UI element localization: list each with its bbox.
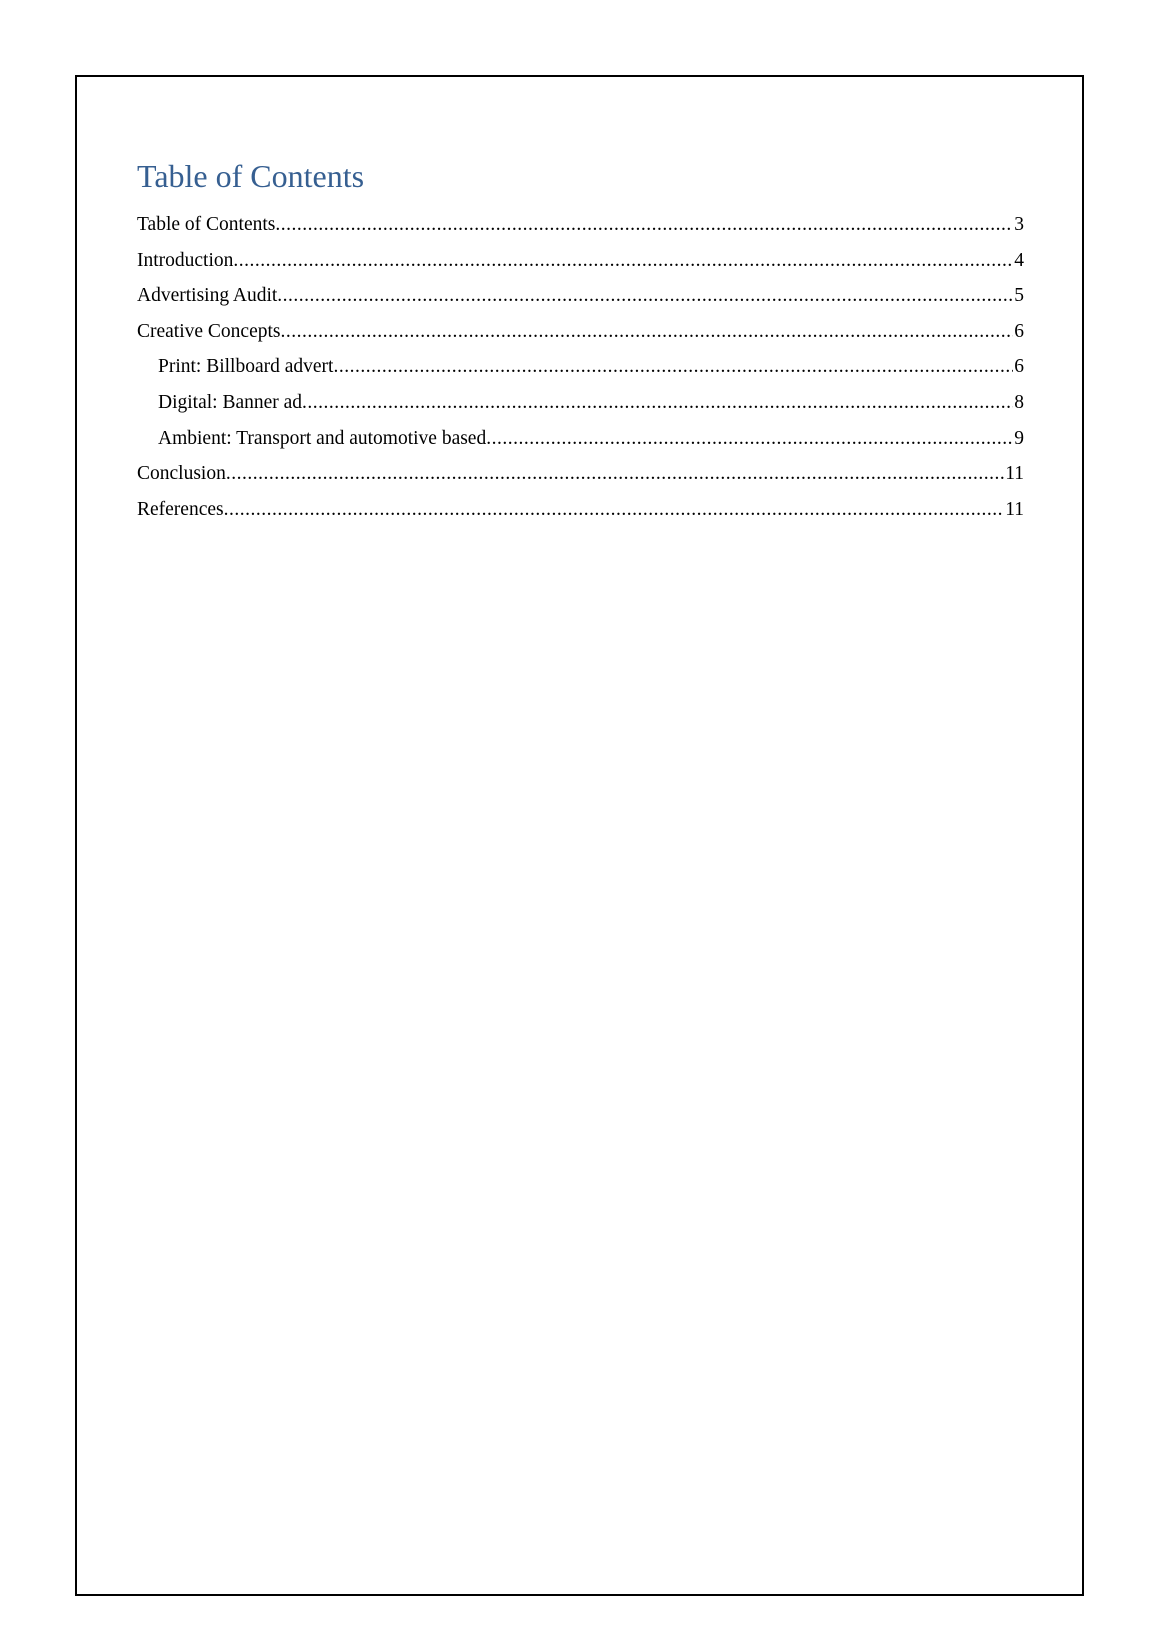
toc-entry-label: Ambient: Transport and automotive based (158, 427, 487, 449)
toc-entry-label: Table of Contents (137, 214, 276, 235)
table-of-contents (137, 210, 1024, 530)
toc-entry-label: Creative Concepts (137, 320, 281, 342)
toc-entry-page-number: 3 (1014, 214, 1024, 235)
toc-entry-references[interactable] (137, 495, 1024, 531)
toc-entry-page-number: 6 (1014, 320, 1024, 342)
toc-dot-leader (233, 246, 1013, 276)
toc-entry-introduction[interactable] (137, 246, 1024, 282)
toc-entry-label: Digital: Banner ad (158, 391, 303, 413)
toc-entry-creative-concepts[interactable] (137, 317, 1024, 353)
toc-dot-leader (486, 424, 1013, 454)
toc-entry-table-of-contents[interactable] (137, 210, 1024, 246)
toc-entry-label: References (137, 498, 224, 520)
toc-entry-page-number: 8 (1014, 391, 1024, 413)
toc-dot-leader (224, 495, 1005, 525)
toc-entry-label: Introduction (137, 249, 234, 271)
toc-entry-conclusion[interactable] (137, 459, 1024, 495)
toc-entry-label: Advertising Audit (137, 285, 278, 307)
toc-dot-leader (281, 317, 1014, 347)
toc-entry-label: Conclusion (137, 463, 226, 485)
toc-entry-page-number: 4 (1014, 249, 1024, 271)
toc-entry-print-billboard-advert[interactable] (137, 352, 1024, 388)
toc-entry-page-number: 5 (1014, 285, 1024, 307)
toc-entry-page-number: 11 (1005, 463, 1024, 485)
toc-entry-advertising-audit[interactable] (137, 281, 1024, 317)
toc-entry-page-number: 11 (1005, 498, 1024, 520)
toc-dot-leader (333, 352, 1013, 382)
toc-dot-leader (275, 210, 1013, 240)
page-title: Table of Contents (137, 158, 365, 194)
toc-entry-label: Print: Billboard advert (158, 356, 334, 378)
toc-dot-leader (277, 281, 1013, 311)
toc-dot-leader (302, 388, 1013, 418)
toc-entry-ambient-transport[interactable] (137, 424, 1024, 460)
toc-entry-page-number: 6 (1014, 356, 1024, 378)
toc-dot-leader (226, 459, 1004, 489)
toc-entry-digital-banner-ad[interactable] (137, 388, 1024, 424)
toc-entry-page-number: 9 (1014, 427, 1024, 449)
